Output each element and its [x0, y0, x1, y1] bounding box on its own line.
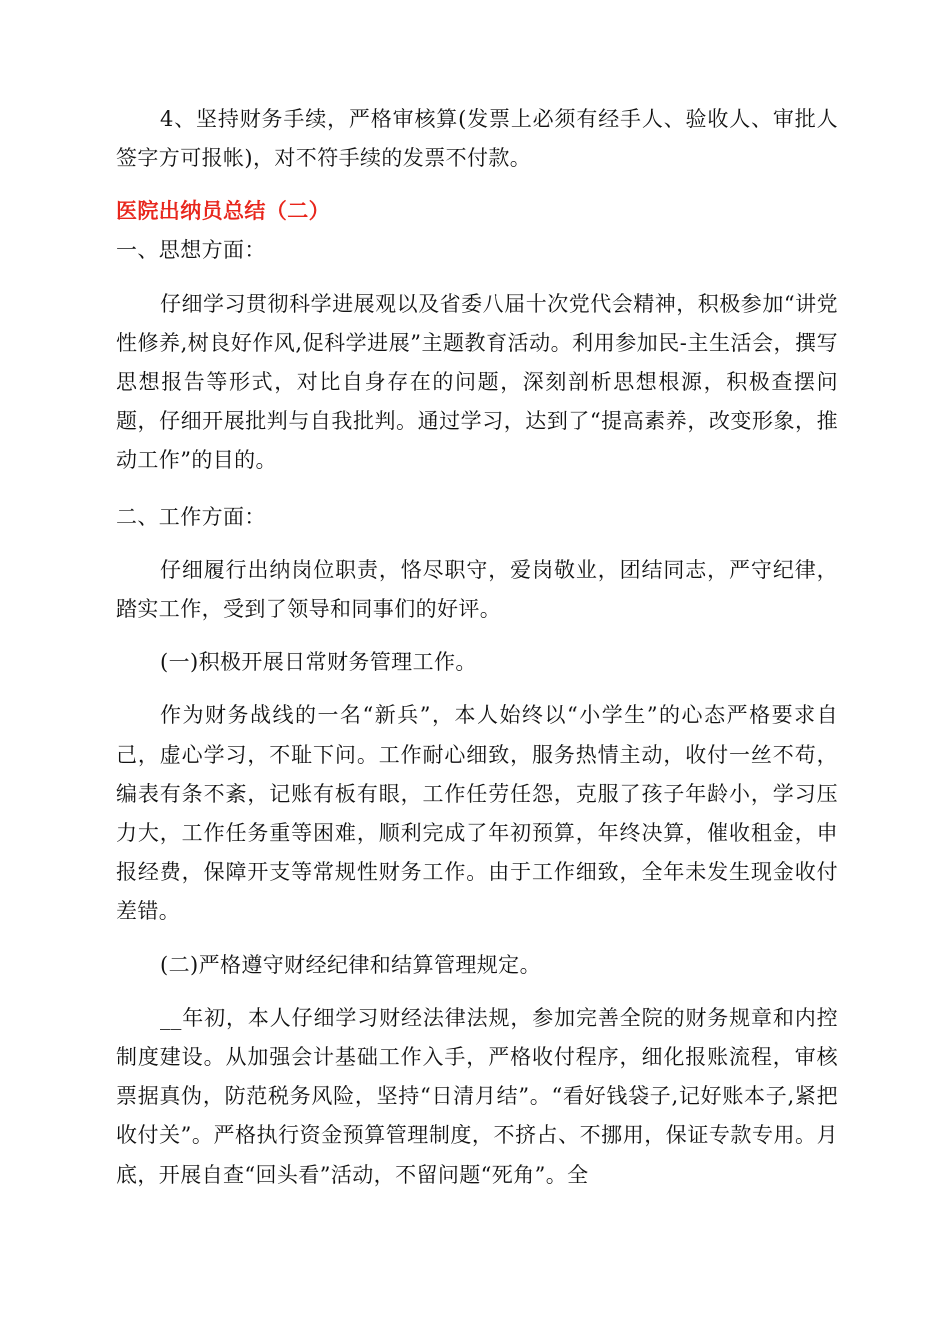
paragraph-financial-discipline: __年初，本人仔细学习财经法律法规，参加完善全院的财务规章和内控制度建设。从加强会计基础工作入手，严格收付程序，细化报账流程，审核票据真伪，防范税务风险，坚持“日清月结”。“看好钱袋子,记好账本子,紧把收付关”。严格执行资金预算管理制度，不挤占、不挪用，保证专款专用。月底，开展自查“回头看”活动，不留问题“死角”。全: [116, 1005, 838, 1187]
subheading-daily-management: (一)积极开展日常财务管理工作。: [160, 650, 477, 675]
paragraph-daily-management: 作为财务战线的一名“新兵”，本人始终以“小学生”的心态严格要求自己，虚心学习，不耻下问。工作耐心细致，服务热情主动，收付一丝不苟，编表有条不紊，记账有板有眼，工作任劳任怨，克服了孩子年龄小，学习压力大，工作任务重等困难，顺利完成了年初预算，年终决算，催收租金，申报经费，保障开支等常规性财务工作。由于工作细致，全年未发生现金收付差错。: [116, 703, 838, 924]
paragraph-financial-procedures: 4、坚持财务手续，严格审核算(发票上必须有经手人、验收人、审批人签字方可报帐)，对不符手续的发票不付款。: [116, 107, 838, 171]
document-page: [116, 100, 838, 1195]
heading-ideology: 一、思想方面：: [116, 238, 266, 263]
heading-work: 二、工作方面：: [116, 504, 266, 529]
section-title: 医院出纳员总结（二）: [116, 199, 330, 224]
paragraph-ideology: 仔细学习贯彻科学进展观以及省委八届十次党代会精神，积极参加“讲党性修养,树良好作风,促科学进展”主题教育活动。利用参加民-主生活会，撰写思想报告等形式，对比自身存在的问题，深刻剖析思想根源，积极查摆问题，仔细开展批判与自我批判。通过学习，达到了“提高素养，改变形象，推动工作”的目的。: [116, 291, 838, 473]
paragraph-work-duties: 仔细履行出纳岗位职责，恪尽职守，爱岗敬业，团结同志，严守纪律，踏实工作，受到了领导和同事们的好评。: [116, 557, 838, 622]
subheading-financial-discipline: (二)严格遵守财经纪律和结算管理规定。: [160, 952, 541, 977]
